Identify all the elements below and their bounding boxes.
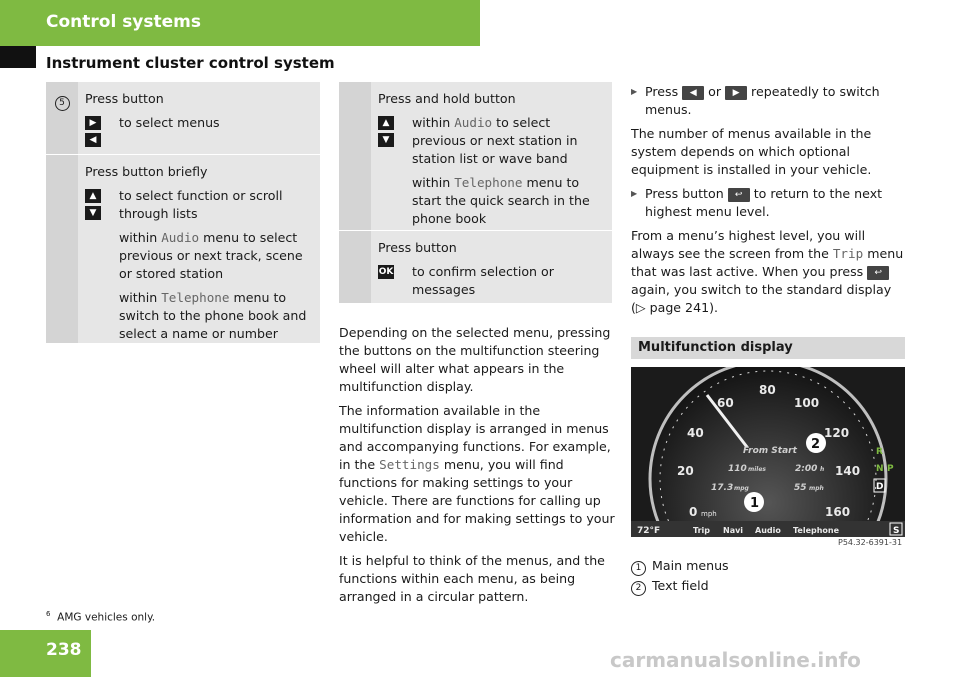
image-caption: P54.32-6391-31: [838, 538, 903, 547]
from-start-label: From Start: [743, 446, 797, 456]
table-row: [339, 82, 612, 231]
legend-item: 1 Main menus: [631, 557, 729, 576]
row-heading: Press button briefly: [85, 164, 208, 179]
trip-unit: miles: [748, 466, 767, 473]
right-arrow-icon: ▶: [85, 116, 101, 130]
header-tab: [0, 46, 36, 68]
paragraph: It is helpful to think of the menus, and the functions within each menu, as being arranged in a circular pattern.: [339, 553, 605, 604]
trip-value: 55: [794, 483, 807, 493]
speed-label: 160: [825, 505, 851, 519]
back-icon: ↩: [728, 188, 750, 202]
table-row: [46, 155, 320, 343]
table-left: [46, 82, 320, 343]
bullet-item: ▶ Press button ↩ to return to the next highest menu level.: [631, 185, 909, 221]
row-heading: Press button: [85, 91, 164, 106]
section-heading: Multifunction display: [631, 337, 905, 359]
paragraph: From a menu’s highest level, you will always see the screen from the Trip menu that was last active. When you press ↩ again, you switch to the standard display (▷ page 241).: [631, 228, 904, 315]
up-arrow-icon: ▲: [378, 116, 394, 130]
right-arrow-icon: ▶: [725, 86, 747, 100]
left-arrow-icon: ◀: [85, 133, 101, 147]
row-subentry: within Telephone menu to start the quick search in the phone book: [412, 175, 590, 226]
middle-text: [339, 324, 615, 612]
marker-2: 2: [811, 437, 821, 452]
row-heading: Press button: [378, 240, 457, 255]
gear-label: N: [876, 464, 884, 474]
table-row: [46, 82, 320, 155]
speed-label: 60: [717, 396, 734, 410]
speed-label: 0: [689, 505, 698, 519]
right-text: [631, 83, 909, 323]
row-number-cell: [46, 82, 78, 154]
trip-unit: mph: [809, 485, 824, 492]
trip-unit: mpg: [734, 485, 749, 492]
menu-label: Telephone: [793, 526, 840, 535]
up-arrow-icon: ▲: [85, 189, 101, 203]
gear-label: P: [887, 464, 894, 474]
bullet-item: ▶ Press ◀ or ▶ repeatedly to switch menus.: [631, 83, 909, 119]
ok-button-icon: OK: [378, 267, 394, 277]
gear-label: R: [876, 447, 883, 457]
paragraph: Depending on the selected menu, pressing the buttons on the multifunction steering wheel will alter what appears in the multifunction display.: [339, 325, 611, 394]
footnote: $^6$ AMG vehicles only.: [46, 610, 156, 624]
down-arrow-icon: ▼: [85, 206, 101, 220]
table-row: [339, 231, 612, 303]
section-title: Control systems: [46, 12, 202, 32]
gear-label: D: [876, 482, 884, 492]
multifunction-display-image: [631, 367, 905, 537]
watermark: carmanualsonline.info: [610, 648, 861, 672]
paragraph: The information available in the multifunction display is arranged in menus and accompanying functions. For example, in the Settings menu, you will find functions for making settings to your vehicle. There are functions for calling up information and for making settings to your vehicle.: [339, 403, 615, 544]
back-icon: ↩: [867, 266, 889, 280]
legend-item: 2 Text field: [631, 577, 709, 596]
speed-label: 100: [794, 396, 820, 410]
trip-value: 2:00: [795, 464, 818, 474]
trip-value: 110: [728, 464, 747, 474]
speed-label: 140: [835, 464, 861, 478]
row-entry: to confirm selection or messages: [412, 264, 554, 297]
page-number: 238: [46, 640, 82, 660]
speed-label: 40: [687, 426, 704, 440]
row-number: 5: [55, 96, 70, 111]
menu-label: Trip: [693, 526, 710, 535]
trip-value: 17.3: [711, 483, 734, 493]
row-subentry: within Telephone menu to switch to the phone book and select a name or number: [119, 290, 307, 341]
row-heading: Press and hold button: [378, 91, 516, 106]
row-entry: to select menus: [119, 115, 220, 130]
row-number-cell: [339, 231, 371, 303]
menu-label: Audio: [755, 526, 781, 535]
page-subtitle: Instrument cluster control system: [46, 54, 335, 72]
left-arrow-icon: ◀: [682, 86, 704, 100]
row-entry: to select function or scroll through lists: [119, 188, 283, 221]
row-subentry: within Audio menu to select previous or next track, scene or stored station: [119, 230, 303, 281]
legend-number: 2: [631, 581, 646, 596]
speed-label: 120: [824, 426, 850, 440]
s-label: S: [893, 526, 900, 536]
legend-number: 1: [631, 561, 646, 576]
paragraph: The number of menus available in the system depends on which optional equipment is installed in your vehicle.: [631, 126, 872, 177]
speed-label: 80: [759, 383, 776, 397]
speed-unit: mph: [701, 510, 717, 518]
trip-unit: h: [820, 466, 825, 473]
speedometer-graphic: [631, 367, 905, 537]
down-arrow-icon: ▼: [378, 133, 394, 147]
table-middle: [339, 82, 612, 303]
row-subentry: within Audio to select previous or next station in station list or wave band: [412, 115, 578, 166]
row-number-cell: [46, 155, 78, 343]
speed-label: 20: [677, 464, 694, 478]
menu-label: Navi: [723, 526, 744, 535]
row-number-cell: [339, 82, 371, 230]
marker-1: 1: [750, 496, 760, 511]
temperature-label: 72°F: [637, 526, 661, 536]
